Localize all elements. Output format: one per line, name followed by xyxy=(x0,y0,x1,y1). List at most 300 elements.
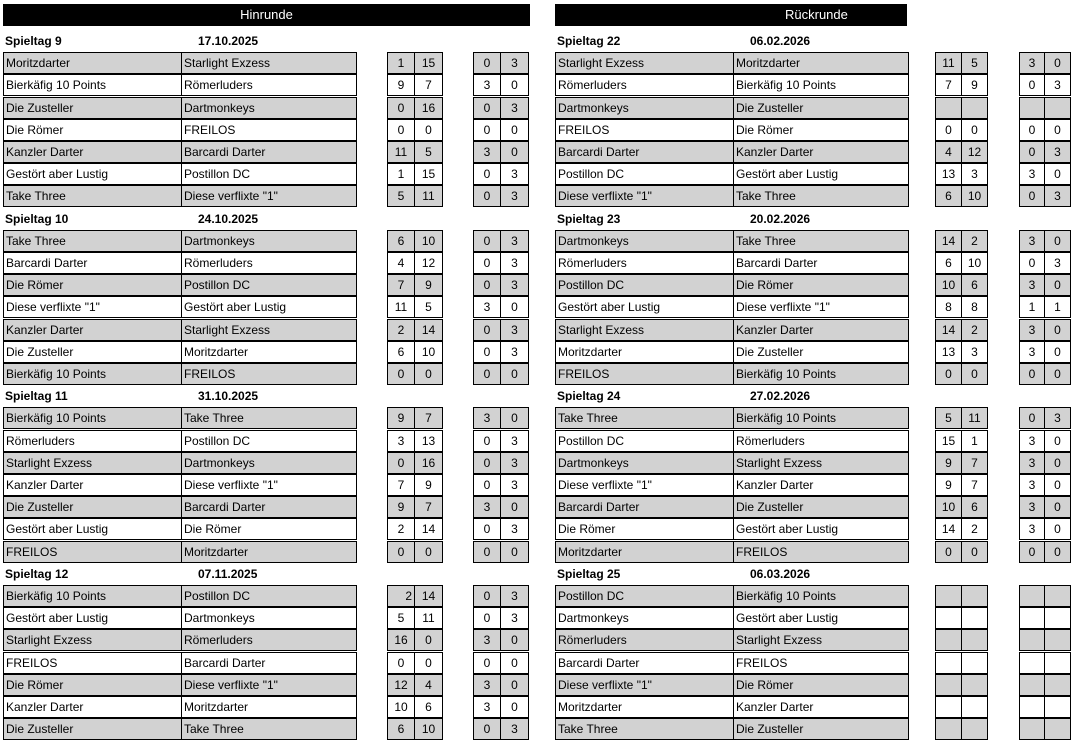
away-legs: 6 xyxy=(962,496,988,518)
home-legs: 2 xyxy=(387,319,415,341)
spieltag-date: 07.11.2025 xyxy=(198,566,258,581)
home-legs: 12 xyxy=(387,674,415,696)
spieltag-label: Spieltag 23 xyxy=(557,211,621,226)
home-points: 0 xyxy=(473,363,501,385)
away-team: Postillon DC xyxy=(181,430,357,452)
home-team: Postillon DC xyxy=(555,585,733,607)
home-team: Barcardi Darter xyxy=(3,252,181,274)
away-legs: 16 xyxy=(415,452,443,474)
home-points: 0 xyxy=(1019,541,1045,563)
away-team: Römerluders xyxy=(181,629,357,651)
away-team: Barcardi Darter xyxy=(733,252,909,274)
away-legs xyxy=(962,97,988,119)
home-team: Die Zusteller xyxy=(3,341,181,363)
away-team: Barcardi Darter xyxy=(181,496,357,518)
away-team: Diese verflixte "1" xyxy=(181,185,357,207)
home-points: 3 xyxy=(473,74,501,96)
away-team: Dartmonkeys xyxy=(181,97,357,119)
match-row xyxy=(3,296,533,318)
home-team: Postillon DC xyxy=(555,274,733,296)
spieltag-label: Spieltag 10 xyxy=(5,211,69,226)
away-team: Diese verflixte "1" xyxy=(181,474,357,496)
away-legs: 0 xyxy=(962,541,988,563)
match-row xyxy=(3,363,533,385)
away-points: 0 xyxy=(1045,541,1071,563)
home-legs: 0 xyxy=(935,119,962,141)
away-legs: 7 xyxy=(415,496,443,518)
away-team: Römerluders xyxy=(181,74,357,96)
home-team: Dartmonkeys xyxy=(555,230,733,252)
home-points: 3 xyxy=(1019,52,1045,74)
home-points: 0 xyxy=(473,52,501,74)
home-legs: 9 xyxy=(935,474,962,496)
away-legs: 5 xyxy=(415,141,443,163)
away-legs: 10 xyxy=(415,341,443,363)
home-points xyxy=(1019,718,1045,740)
away-legs: 9 xyxy=(415,274,443,296)
match-row xyxy=(555,518,1085,540)
away-team: Die Römer xyxy=(733,119,909,141)
match-row xyxy=(555,474,1085,496)
home-team: Barcardi Darter xyxy=(555,652,733,674)
home-legs: 0 xyxy=(387,541,415,563)
home-points: 0 xyxy=(473,119,501,141)
home-points: 0 xyxy=(473,274,501,296)
home-points: 3 xyxy=(1019,518,1045,540)
home-legs: 1 xyxy=(387,52,415,74)
match-row xyxy=(555,341,1085,363)
away-team: Römerluders xyxy=(181,252,357,274)
away-legs: 12 xyxy=(415,252,443,274)
match-row xyxy=(555,319,1085,341)
match-row xyxy=(555,141,1085,163)
match-row xyxy=(3,474,533,496)
away-points: 0 xyxy=(501,652,529,674)
away-points: 3 xyxy=(1045,252,1071,274)
rueckrunde-header xyxy=(555,4,907,26)
away-points: 0 xyxy=(501,696,529,718)
home-legs: 14 xyxy=(935,518,962,540)
home-points xyxy=(1019,674,1045,696)
away-legs: 12 xyxy=(962,141,988,163)
match-row xyxy=(3,674,533,696)
match-row xyxy=(555,185,1085,207)
home-legs: 11 xyxy=(387,141,415,163)
home-team: Moritzdarter xyxy=(555,341,733,363)
spieltag-date: 27.02.2026 xyxy=(750,389,811,404)
spieltag-title-row xyxy=(3,385,543,407)
home-team: Kanzler Darter xyxy=(3,696,181,718)
away-team: Moritzdarter xyxy=(733,52,909,74)
away-team: Gestört aber Lustig xyxy=(181,296,357,318)
away-points: 0 xyxy=(501,629,529,651)
home-points xyxy=(1019,696,1045,718)
home-points: 3 xyxy=(473,674,501,696)
away-legs xyxy=(962,718,988,740)
match-row xyxy=(555,74,1085,96)
away-points: 3 xyxy=(501,718,529,740)
home-points: 0 xyxy=(473,341,501,363)
away-points: 0 xyxy=(1045,319,1071,341)
away-points: 3 xyxy=(1045,407,1071,429)
home-legs xyxy=(935,718,962,740)
home-legs: 6 xyxy=(387,341,415,363)
home-points: 0 xyxy=(473,541,501,563)
home-points xyxy=(1019,652,1045,674)
spieltag-title-row xyxy=(555,563,1087,585)
home-points: 0 xyxy=(473,585,501,607)
home-points: 3 xyxy=(473,496,501,518)
away-legs: 14 xyxy=(415,319,443,341)
home-team: Diese verflixte "1" xyxy=(555,674,733,696)
home-legs: 10 xyxy=(935,274,962,296)
away-points: 3 xyxy=(501,52,529,74)
away-team: Kanzler Darter xyxy=(733,696,909,718)
away-team: Barcardi Darter xyxy=(181,652,357,674)
spieltag-date: 06.02.2026 xyxy=(750,34,811,48)
spieltag-date: 20.02.2026 xyxy=(750,211,811,226)
away-points: 0 xyxy=(1045,163,1071,185)
away-team: Die Römer xyxy=(733,674,909,696)
home-points: 3 xyxy=(1019,430,1045,452)
away-team: Take Three xyxy=(181,718,357,740)
home-team: Starlight Exzess xyxy=(555,52,733,74)
home-points: 3 xyxy=(1019,274,1045,296)
home-points: 3 xyxy=(1019,452,1045,474)
spieltag-label: Spieltag 22 xyxy=(557,34,621,48)
spieltag-title-row xyxy=(555,30,1087,52)
home-points: 0 xyxy=(1019,119,1045,141)
away-points: 0 xyxy=(1045,119,1071,141)
away-points: 3 xyxy=(1045,74,1071,96)
match-row xyxy=(555,163,1085,185)
away-legs: 9 xyxy=(962,74,988,96)
away-legs: 0 xyxy=(415,629,443,651)
away-points: 0 xyxy=(1045,274,1071,296)
home-legs xyxy=(935,585,962,607)
home-team: Postillon DC xyxy=(555,163,733,185)
match-row xyxy=(555,119,1085,141)
home-legs: 0 xyxy=(387,119,415,141)
away-points: 0 xyxy=(1045,52,1071,74)
away-points: 3 xyxy=(501,97,529,119)
spieltag-title-row xyxy=(3,208,543,230)
home-points: 0 xyxy=(1019,141,1045,163)
away-team: Kanzler Darter xyxy=(733,474,909,496)
away-points xyxy=(1045,97,1071,119)
rueckrunde-header-label: Rückrunde xyxy=(785,7,848,22)
home-points: 3 xyxy=(473,141,501,163)
home-points: 0 xyxy=(1019,363,1045,385)
home-legs: 13 xyxy=(935,341,962,363)
match-row xyxy=(3,185,533,207)
home-points: 0 xyxy=(473,230,501,252)
match-row xyxy=(555,52,1085,74)
away-points: 3 xyxy=(501,585,529,607)
away-legs: 14 xyxy=(415,518,443,540)
away-legs: 11 xyxy=(962,407,988,429)
away-team: Postillon DC xyxy=(181,274,357,296)
away-team: Take Three xyxy=(181,407,357,429)
away-legs: 1 xyxy=(962,430,988,452)
away-team: Die Zusteller xyxy=(733,97,909,119)
spieltag-label: Spieltag 12 xyxy=(5,566,69,581)
away-legs: 0 xyxy=(415,541,443,563)
home-legs xyxy=(935,629,962,651)
home-team: Kanzler Darter xyxy=(3,319,181,341)
away-team: Diese verflixte "1" xyxy=(733,296,909,318)
match-row xyxy=(3,97,533,119)
home-points: 0 xyxy=(473,319,501,341)
match-row xyxy=(3,230,533,252)
away-points: 0 xyxy=(1045,452,1071,474)
home-legs: 6 xyxy=(935,185,962,207)
home-legs: 9 xyxy=(387,496,415,518)
home-points: 3 xyxy=(1019,163,1045,185)
away-legs: 0 xyxy=(415,119,443,141)
home-team: Postillon DC xyxy=(555,430,733,452)
match-row xyxy=(555,407,1085,429)
away-team: FREILOS xyxy=(181,119,357,141)
match-row xyxy=(555,607,1085,629)
match-row xyxy=(555,696,1085,718)
home-team: Gestört aber Lustig xyxy=(555,296,733,318)
match-row xyxy=(555,274,1085,296)
home-team: Starlight Exzess xyxy=(3,629,181,651)
match-row xyxy=(3,718,533,740)
home-team: Bierkäfig 10 Points xyxy=(3,363,181,385)
spieltag-title-row xyxy=(555,208,1087,230)
match-row xyxy=(3,407,533,429)
home-points: 0 xyxy=(1019,407,1045,429)
match-row xyxy=(3,163,533,185)
away-points: 3 xyxy=(501,319,529,341)
home-team: Barcardi Darter xyxy=(555,141,733,163)
home-team: Römerluders xyxy=(555,629,733,651)
home-legs: 3 xyxy=(387,430,415,452)
home-team: Moritzdarter xyxy=(555,541,733,563)
home-team: Gestört aber Lustig xyxy=(3,163,181,185)
away-points: 3 xyxy=(501,341,529,363)
match-row xyxy=(3,452,533,474)
away-points: 3 xyxy=(501,452,529,474)
away-points: 0 xyxy=(1045,474,1071,496)
away-points: 3 xyxy=(501,518,529,540)
home-team: Römerluders xyxy=(3,430,181,452)
match-row xyxy=(3,496,533,518)
away-points: 3 xyxy=(501,252,529,274)
match-row xyxy=(555,296,1085,318)
away-legs: 14 xyxy=(415,585,443,607)
away-legs: 10 xyxy=(962,252,988,274)
away-team: Diese verflixte "1" xyxy=(181,674,357,696)
home-points xyxy=(1019,607,1045,629)
away-legs: 7 xyxy=(962,474,988,496)
away-legs xyxy=(962,696,988,718)
home-legs: 0 xyxy=(935,541,962,563)
away-points: 0 xyxy=(1045,341,1071,363)
home-legs: 11 xyxy=(935,52,962,74)
home-legs: 7 xyxy=(935,74,962,96)
home-legs: 0 xyxy=(387,97,415,119)
away-points: 3 xyxy=(501,474,529,496)
away-team: FREILOS xyxy=(181,363,357,385)
home-legs xyxy=(935,607,962,629)
away-points xyxy=(1045,696,1071,718)
home-points: 3 xyxy=(473,407,501,429)
home-legs: 0 xyxy=(387,452,415,474)
away-team: Gestört aber Lustig xyxy=(733,163,909,185)
home-legs: 0 xyxy=(387,363,415,385)
home-team: Die Zusteller xyxy=(3,718,181,740)
away-legs: 0 xyxy=(415,652,443,674)
home-team: Die Römer xyxy=(3,674,181,696)
home-team: Gestört aber Lustig xyxy=(3,518,181,540)
away-points xyxy=(1045,629,1071,651)
away-points xyxy=(1045,585,1071,607)
away-points: 0 xyxy=(1045,430,1071,452)
home-points: 3 xyxy=(1019,230,1045,252)
home-team: Dartmonkeys xyxy=(555,97,733,119)
match-row xyxy=(3,319,533,341)
home-team: Take Three xyxy=(3,230,181,252)
match-row xyxy=(555,629,1085,651)
away-points: 3 xyxy=(501,163,529,185)
match-row xyxy=(555,230,1085,252)
away-points xyxy=(1045,607,1071,629)
match-row xyxy=(3,629,533,651)
home-team: Die Römer xyxy=(555,518,733,540)
home-points: 0 xyxy=(473,607,501,629)
home-points: 3 xyxy=(473,629,501,651)
home-legs: 13 xyxy=(935,163,962,185)
match-row xyxy=(3,341,533,363)
spieltag-title-row xyxy=(555,385,1087,407)
home-points: 0 xyxy=(1019,74,1045,96)
home-points: 3 xyxy=(473,696,501,718)
away-team: Bierkäfig 10 Points xyxy=(733,363,909,385)
away-legs: 7 xyxy=(415,407,443,429)
home-legs: 9 xyxy=(387,407,415,429)
away-team: Starlight Exzess xyxy=(733,629,909,651)
away-points: 3 xyxy=(501,274,529,296)
away-points: 0 xyxy=(1045,363,1071,385)
away-team: Moritzdarter xyxy=(181,696,357,718)
home-points: 1 xyxy=(1019,296,1045,318)
away-legs: 7 xyxy=(962,452,988,474)
home-points: 3 xyxy=(473,296,501,318)
home-team: Die Zusteller xyxy=(3,97,181,119)
home-points: 0 xyxy=(473,252,501,274)
away-points: 0 xyxy=(501,541,529,563)
away-legs xyxy=(962,607,988,629)
away-points: 0 xyxy=(501,119,529,141)
match-row xyxy=(3,652,533,674)
home-legs: 7 xyxy=(387,274,415,296)
home-points xyxy=(1019,97,1045,119)
home-team: Die Römer xyxy=(3,274,181,296)
home-team: Bierkäfig 10 Points xyxy=(3,407,181,429)
home-points: 3 xyxy=(1019,474,1045,496)
spieltag-title-row xyxy=(3,30,543,52)
home-team: Starlight Exzess xyxy=(3,452,181,474)
away-points: 0 xyxy=(501,141,529,163)
away-points: 0 xyxy=(501,363,529,385)
home-legs: 2 xyxy=(387,518,415,540)
home-points: 0 xyxy=(1019,252,1045,274)
away-team: Starlight Exzess xyxy=(181,319,357,341)
away-team: Bierkäfig 10 Points xyxy=(733,74,909,96)
away-legs: 6 xyxy=(415,696,443,718)
away-legs xyxy=(962,629,988,651)
away-points: 0 xyxy=(501,296,529,318)
home-team: Römerluders xyxy=(555,74,733,96)
away-team: Die Zusteller xyxy=(733,496,909,518)
away-legs xyxy=(962,652,988,674)
home-legs: 9 xyxy=(387,74,415,96)
away-legs: 0 xyxy=(962,363,988,385)
home-legs: 5 xyxy=(387,607,415,629)
home-legs: 6 xyxy=(935,252,962,274)
spieltag-label: Spieltag 24 xyxy=(557,389,621,404)
home-points xyxy=(1019,629,1045,651)
home-team: Dartmonkeys xyxy=(555,452,733,474)
home-legs: 5 xyxy=(387,185,415,207)
away-legs: 10 xyxy=(415,718,443,740)
home-points: 3 xyxy=(1019,341,1045,363)
away-points: 3 xyxy=(501,185,529,207)
away-team: Gestört aber Lustig xyxy=(733,518,909,540)
away-points xyxy=(1045,652,1071,674)
home-points: 0 xyxy=(473,518,501,540)
home-legs: 4 xyxy=(935,141,962,163)
home-legs: 16 xyxy=(387,629,415,651)
spieltag-date: 06.03.2026 xyxy=(750,566,811,581)
away-team: Dartmonkeys xyxy=(181,607,357,629)
spieltag-date: 31.10.2025 xyxy=(198,389,259,404)
home-points: 0 xyxy=(473,97,501,119)
home-legs: 14 xyxy=(935,230,962,252)
match-row xyxy=(3,141,533,163)
home-team: Diese verflixte "1" xyxy=(555,474,733,496)
match-row xyxy=(555,252,1085,274)
away-legs: 7 xyxy=(415,74,443,96)
match-row xyxy=(3,252,533,274)
match-row xyxy=(555,674,1085,696)
away-team: Take Three xyxy=(733,230,909,252)
home-legs xyxy=(935,97,962,119)
match-row xyxy=(555,496,1085,518)
away-legs: 3 xyxy=(962,341,988,363)
away-team: Starlight Exzess xyxy=(733,452,909,474)
away-team: Kanzler Darter xyxy=(733,141,909,163)
away-points: 0 xyxy=(1045,496,1071,518)
match-row xyxy=(3,518,533,540)
away-points xyxy=(1045,718,1071,740)
match-row xyxy=(555,541,1085,563)
home-points: 0 xyxy=(473,163,501,185)
hinrunde-header: Hinrunde xyxy=(3,4,530,26)
match-row xyxy=(3,541,533,563)
match-row xyxy=(3,52,533,74)
away-team: Postillon DC xyxy=(181,163,357,185)
home-team: FREILOS xyxy=(555,363,733,385)
away-legs: 5 xyxy=(415,296,443,318)
home-team: Take Three xyxy=(555,718,733,740)
away-legs: 13 xyxy=(415,430,443,452)
away-legs: 16 xyxy=(415,97,443,119)
match-row xyxy=(3,696,533,718)
